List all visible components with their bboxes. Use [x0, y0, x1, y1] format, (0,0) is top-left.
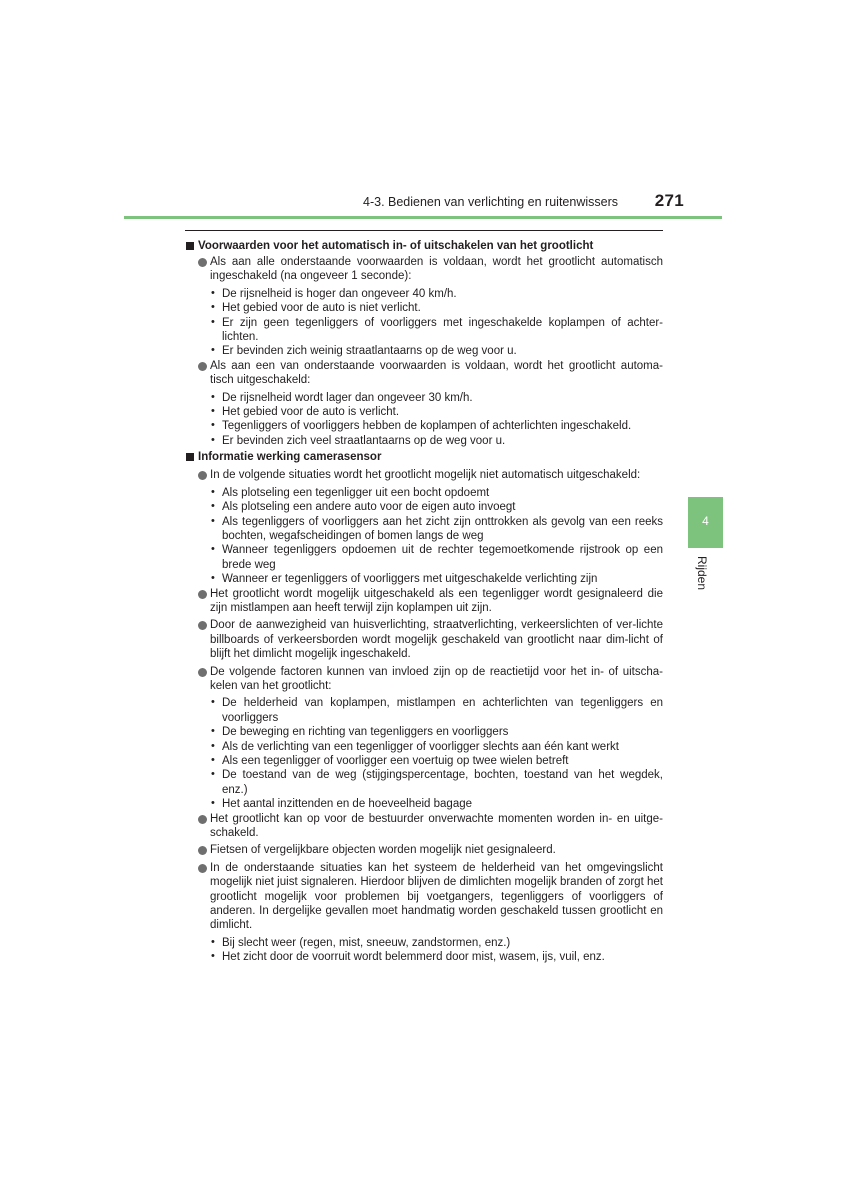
content-rule — [185, 230, 663, 231]
bullet-item — [185, 768, 663, 797]
bullet-text: De rijsnelheid is hoger dan ongeveer 40 km/h. — [222, 287, 457, 300]
bullet-text: Het zicht door de voorruit wordt belemmerd door mist, wasem, ijs, vuil, enz. — [222, 951, 605, 964]
dot-bullet-icon: • — [211, 739, 215, 752]
bullet-item — [185, 301, 663, 315]
bullet-list — [185, 486, 663, 587]
bullet-text: Als plotseling een andere auto voor de eigen auto invoegt — [222, 501, 516, 514]
circle-bullet-icon — [198, 668, 207, 677]
bullet-text: Bij slecht weer (regen, mist, sneeuw, zandstormen, enz.) — [222, 936, 511, 949]
item-text: In de onderstaande situaties kan het systeem de helderheid van het omgevingslicht mogelijk niet juist signaleren. Hierdoor blijven de dimlichten mogelijk branden of zorgt het grootlicht mogelijk voor problemen bij voetgangers, tegenliggers of voorliggers of anderen. In dergelijke gevallen moet handmatig worden geschakeld tussen grootlicht en dimlicht. — [210, 861, 663, 932]
circle-item — [185, 665, 663, 694]
dot-bullet-icon: • — [211, 390, 215, 403]
item-text: De volgende factoren kunnen van invloed zijn op de reactietijd voor het in- of uitscha-kelen van het grootlicht: — [210, 665, 663, 692]
circle-bullet-icon — [198, 864, 207, 873]
bullet-list — [185, 391, 663, 449]
circle-bullet-icon — [198, 258, 207, 267]
dot-bullet-icon: • — [211, 572, 215, 585]
dot-bullet-icon: • — [211, 725, 215, 738]
section-heading — [185, 449, 663, 465]
bullet-item — [185, 344, 663, 358]
bullet-text: De toestand van de weg (stijgingspercentage, bochten, toestand van het wegdek, enz.) — [222, 769, 663, 796]
section-heading-text: Voorwaarden voor het automatisch in- of uitschakelen van het grootlicht — [198, 240, 594, 252]
bullet-item — [185, 696, 663, 725]
circle-bullet-icon — [198, 362, 207, 371]
bullet-item — [185, 725, 663, 739]
circle-item — [185, 812, 663, 841]
dot-bullet-icon: • — [211, 950, 215, 963]
dot-bullet-icon: • — [211, 797, 215, 810]
circle-bullet-icon — [198, 846, 207, 855]
dot-bullet-icon: • — [211, 754, 215, 766]
page-number: 271 — [654, 191, 684, 210]
dot-bullet-icon: • — [211, 433, 215, 446]
section-heading — [185, 238, 663, 254]
bullet-text: De beweging en richting van tegenliggers en voorliggers — [222, 726, 509, 739]
bullet-text: De rijsnelheid wordt lager dan ongeveer 30 km/h. — [222, 391, 473, 404]
section-heading-text: Informatie werking camerasensor — [198, 451, 382, 464]
dot-bullet-icon: • — [211, 301, 215, 314]
bullet-list — [185, 936, 663, 965]
bullet-item — [185, 740, 663, 754]
chapter-label: Rijden — [695, 556, 709, 591]
page-content — [185, 237, 663, 965]
dot-bullet-icon: • — [211, 419, 215, 432]
bullet-text: Het gebied voor de auto is verlicht. — [222, 406, 400, 419]
circle-item — [185, 468, 663, 482]
bullet-item — [185, 754, 663, 768]
section-title: 4-3. Bedienen van verlichting en ruitenwissers — [363, 195, 618, 209]
item-text: In de volgende situaties wordt het grootlicht mogelijk niet automatisch uitgeschakeld: — [210, 469, 641, 482]
circle-item — [185, 359, 663, 388]
dot-bullet-icon: • — [211, 485, 215, 498]
circle-bullet-icon — [198, 815, 207, 824]
bullet-text: Er zijn geen tegenliggers of voorliggers met ingeschakelde koplampen of achter-lichten. — [222, 316, 663, 344]
chapter-number: 4 — [702, 514, 709, 528]
circle-bullet-icon — [198, 621, 207, 630]
bullet-text: Tegenliggers of voorliggers hebben de koplampen of achterlichten ingeschakeld. — [222, 420, 632, 433]
bullet-item — [185, 543, 663, 572]
square-bullet-icon — [186, 453, 194, 461]
circle-item — [185, 861, 663, 933]
bullet-text: Het gebied voor de auto is niet verlicht. — [222, 302, 421, 315]
chapter-tab — [688, 497, 723, 548]
bullet-item — [185, 500, 663, 514]
dot-bullet-icon: • — [211, 768, 215, 781]
bullet-item — [185, 950, 663, 964]
item-text: Door de aanwezigheid van huisverlichting, straatverlichting, verkeerslichten of ver-lichte billboards of verkeersborden wordt mogelijk geschakeld van grootlicht naar dim-licht of blijft het dimlicht mogelijk ingeschakeld. — [210, 619, 663, 661]
item-text: Het grootlicht kan op voor de bestuurder onverwachte momenten worden in- en uitge-schakeld. — [210, 812, 663, 840]
circle-item — [185, 843, 663, 857]
item-text: Fietsen of vergelijkbare objecten worden mogelijk niet gesignaleerd. — [210, 844, 556, 857]
bullet-item — [185, 572, 663, 586]
bullet-text: Als de verlichting van een tegenligger of voorligger slechts aan één kant werkt — [222, 740, 619, 753]
bullet-text: Er bevinden zich veel straatlantaarns op de weg voor u. — [222, 434, 506, 447]
circle-item — [185, 255, 663, 284]
bullet-item — [185, 486, 663, 500]
square-bullet-icon — [186, 242, 194, 250]
bullet-text: Het aantal inzittenden en de hoeveelheid bagage — [222, 798, 473, 811]
dot-bullet-icon: • — [211, 344, 215, 357]
bullet-item — [185, 391, 663, 405]
bullet-item — [185, 936, 663, 950]
bullet-item — [185, 287, 663, 301]
item-text: Als aan een van onderstaande voorwaarden is voldaan, wordt het grootlicht automa-tisch uitgeschakeld: — [210, 359, 663, 387]
dot-bullet-icon: • — [211, 696, 215, 709]
bullet-item — [185, 316, 663, 345]
bullet-item — [185, 515, 663, 544]
bullet-item — [185, 434, 663, 448]
bullet-item — [185, 419, 663, 433]
item-text: Het grootlicht wordt mogelijk uitgeschakeld als een tegenligger wordt gesignaleerd die zijn mistlampen aan heeft terwijl zijn koplampen uit zijn. — [210, 587, 663, 614]
bullet-item — [185, 405, 663, 419]
circle-bullet-icon — [198, 590, 207, 599]
bullet-text: Wanneer tegenliggers opdoemen uit de rechter tegemoetkomende rijstrook op een brede weg — [222, 544, 663, 571]
dot-bullet-icon: • — [211, 500, 215, 513]
bullet-list — [185, 287, 663, 359]
bullet-text: De helderheid van koplampen, mistlampen en achterlichten van tegenliggers en voorliggers — [222, 697, 663, 724]
dot-bullet-icon: • — [211, 405, 215, 418]
dot-bullet-icon: • — [211, 543, 215, 556]
item-text: Als aan alle onderstaande voorwaarden is voldaan, wordt het grootlicht automatisch ingeschakeld (na ongeveer 1 seconde): — [210, 256, 663, 283]
bullet-list — [185, 696, 663, 811]
bullet-item — [185, 797, 663, 811]
header-rule — [124, 216, 722, 219]
bullet-text: Als tegenliggers of voorliggers aan het zicht zijn onttrokken als gevolg van een reeks bochten, wegafscheidingen of bomen langs de weg — [222, 515, 663, 542]
dot-bullet-icon: • — [211, 286, 215, 299]
dot-bullet-icon: • — [211, 514, 215, 527]
bullet-text: Als plotseling een tegenligger uit een bocht opdoemt — [222, 486, 490, 499]
circle-item — [185, 618, 663, 661]
bullet-text: Als een tegenligger of voorligger een voertuig op twee wielen betreft — [222, 755, 569, 767]
circle-bullet-icon — [198, 471, 207, 480]
bullet-text: Wanneer er tegenliggers of voorliggers met uitgeschakelde verlichting zijn — [222, 573, 598, 586]
dot-bullet-icon: • — [211, 935, 215, 948]
circle-item — [185, 587, 663, 616]
dot-bullet-icon: • — [211, 315, 215, 328]
bullet-text: Er bevinden zich weinig straatlantaarns op de weg voor u. — [222, 345, 517, 358]
